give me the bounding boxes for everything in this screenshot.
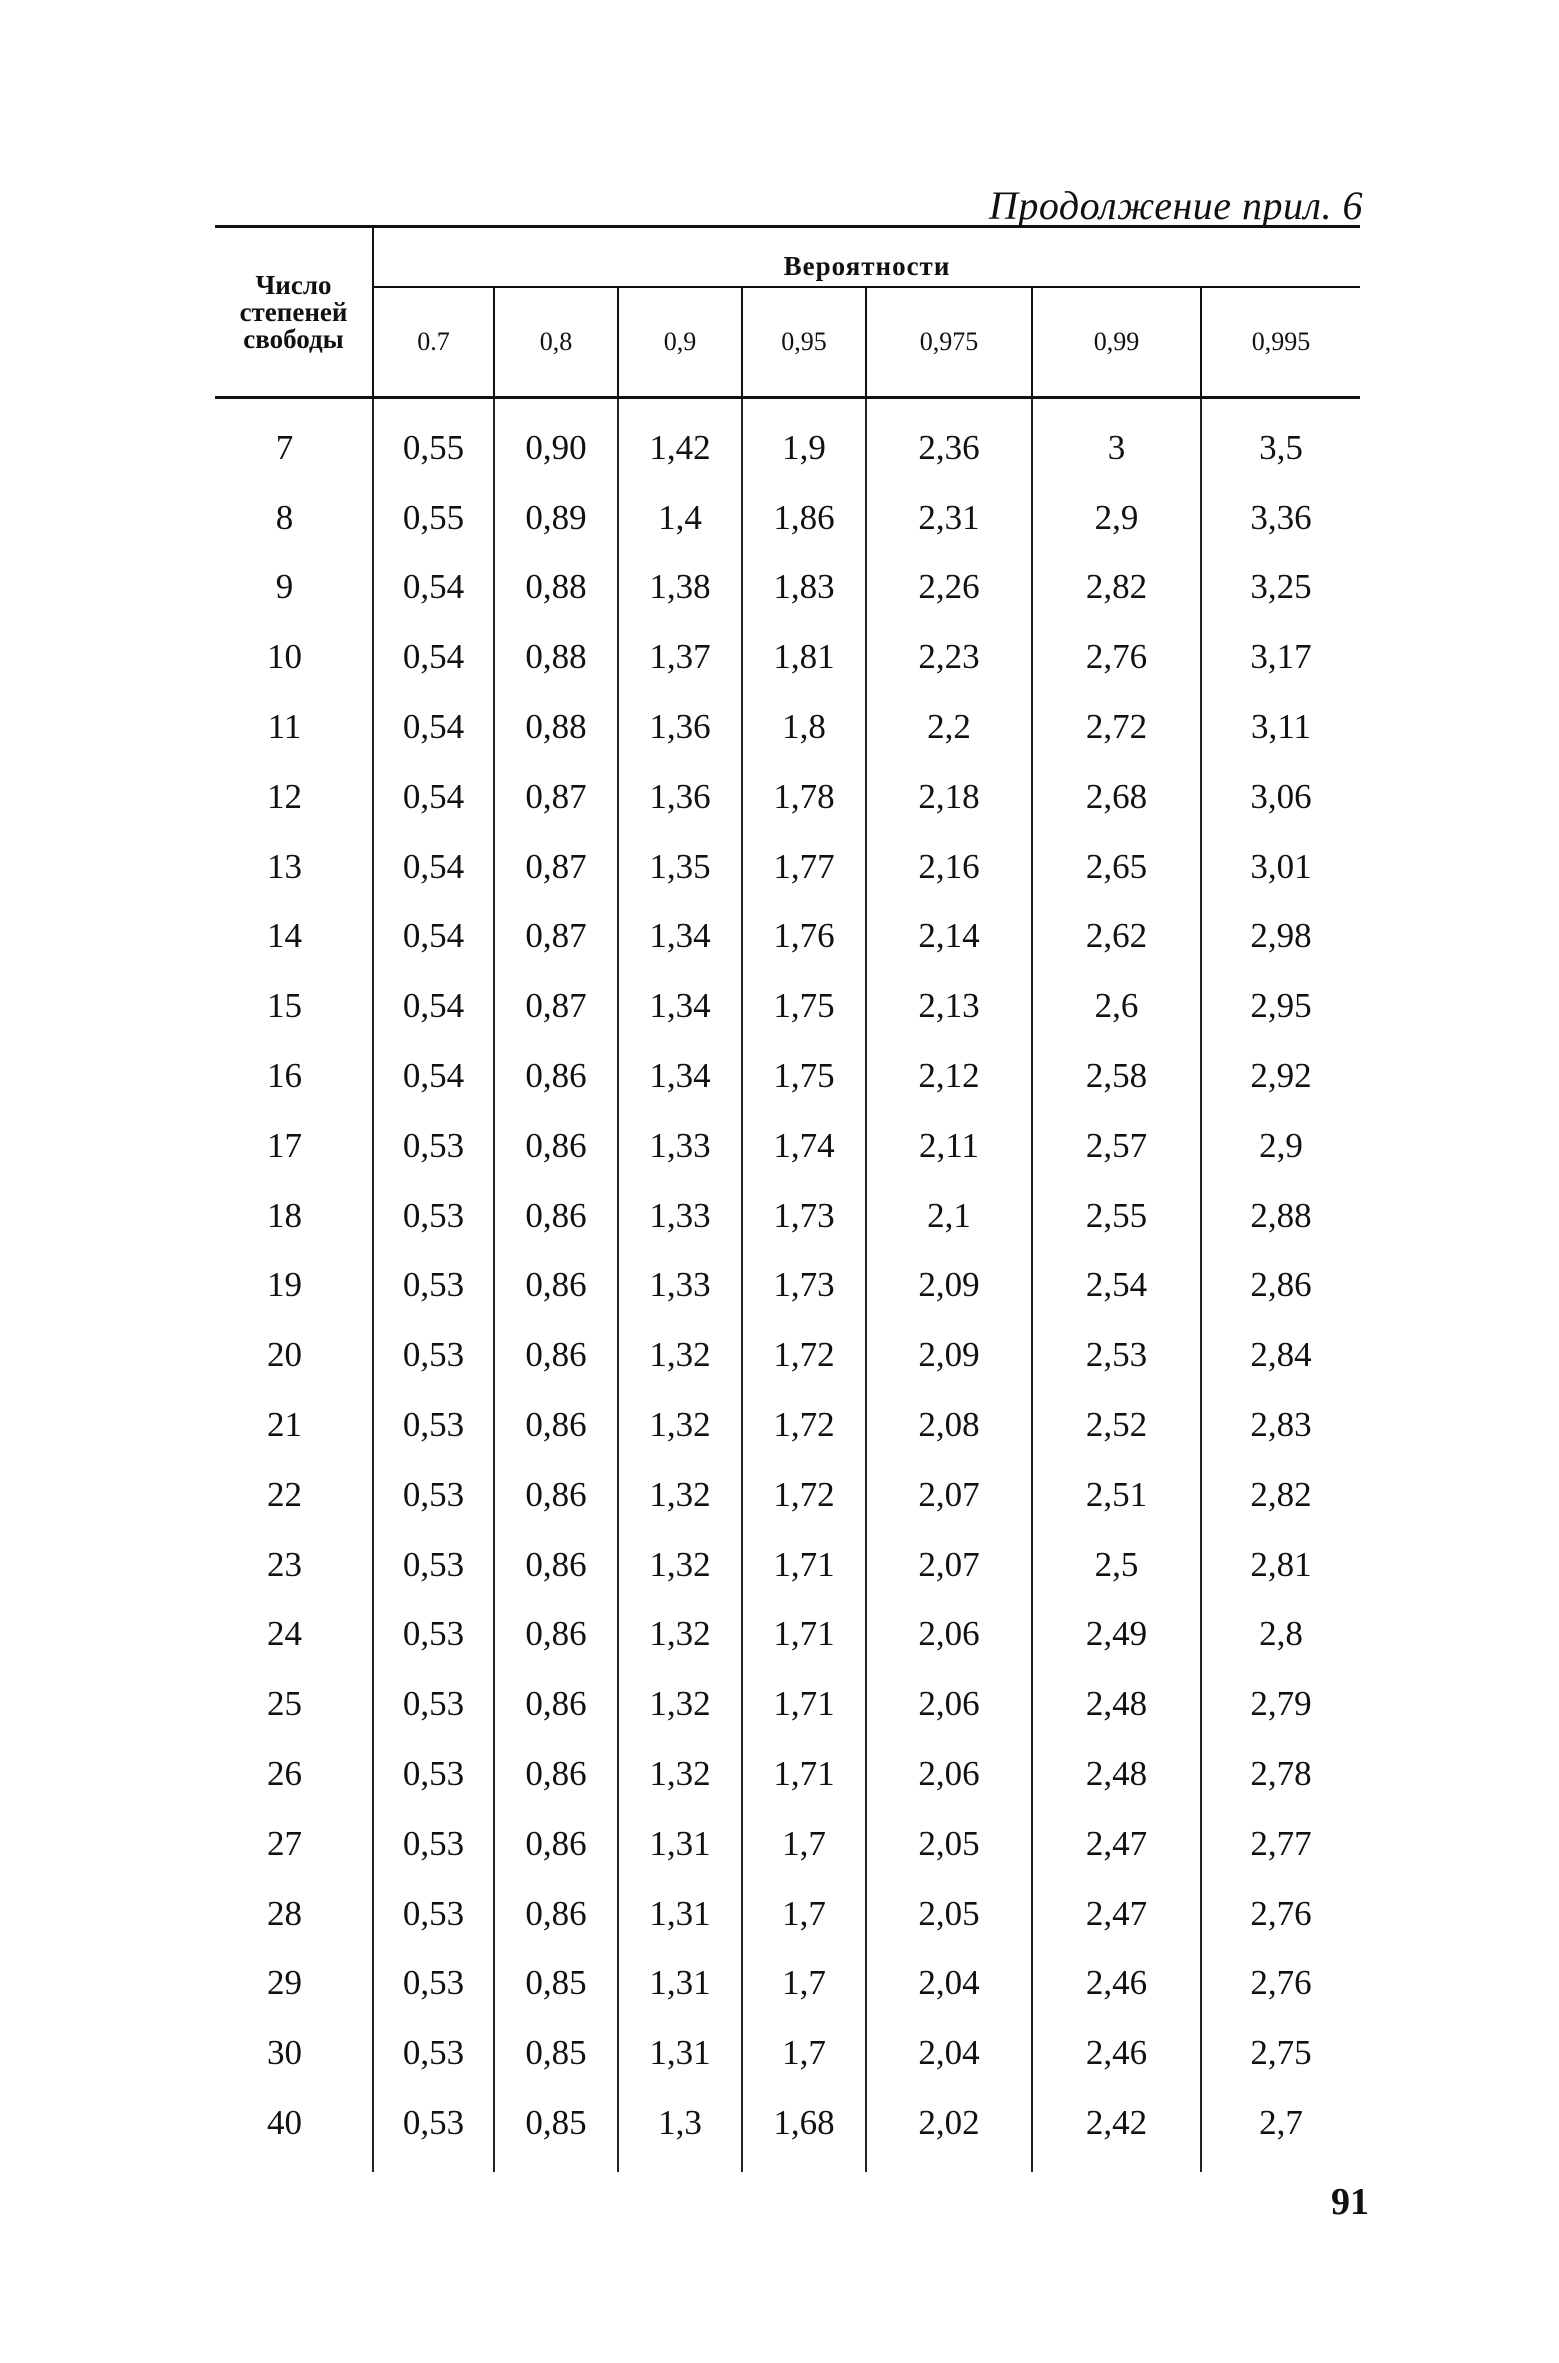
value-cell: 1,32 [618,1739,742,1809]
value-cell: 2,76 [1201,1949,1360,2019]
value-cell: 0,86 [494,1530,618,1600]
value-cell: 2,06 [866,1739,1032,1809]
value-cell: 0,54 [373,971,494,1041]
value-cell: 0,54 [373,902,494,972]
value-cell: 0,53 [373,2018,494,2088]
value-cell: 0,53 [373,1600,494,1670]
value-cell: 3,01 [1201,832,1360,902]
value-cell: 1,75 [742,1041,866,1111]
table-row [215,1181,1360,1251]
page-number: 91 [1331,2181,1369,2223]
value-cell: 0,53 [373,1809,494,1879]
df-cell: 27 [215,1809,373,1879]
table-row [215,1251,1360,1321]
table-caption: Продолжение прил. 6 [988,183,1363,228]
value-cell: 2,26 [866,553,1032,623]
value-cell: 1,73 [742,1251,866,1321]
df-cell: 23 [215,1530,373,1600]
probability-header-cell: 0,95 [742,287,866,398]
value-cell: 0,86 [494,1460,618,1530]
value-cell: 2,62 [1032,902,1201,972]
value-cell: 2,04 [866,1949,1032,2019]
value-cell: 2,48 [1032,1739,1201,1809]
value-cell: 2,57 [1032,1111,1201,1181]
value-cell: 1,32 [618,1600,742,1670]
value-cell: 1,71 [742,1739,866,1809]
table-row [215,2088,1360,2172]
table-row [215,1809,1360,1879]
value-cell: 1,34 [618,902,742,972]
value-cell: 1,34 [618,971,742,1041]
df-header: Число степеней свободы [215,227,373,398]
df-cell: 15 [215,971,373,1041]
value-cell: 2,14 [866,902,1032,972]
value-cell: 1,33 [618,1181,742,1251]
table-header [215,227,1360,398]
table-row [215,832,1360,902]
value-cell: 2,06 [866,1600,1032,1670]
df-cell: 21 [215,1390,373,1460]
value-cell: 1,75 [742,971,866,1041]
value-cell: 0,53 [373,1879,494,1949]
df-cell: 12 [215,762,373,832]
value-cell: 2,13 [866,971,1032,1041]
value-cell: 0,89 [494,483,618,553]
table-row [215,2018,1360,2088]
value-cell: 2,09 [866,1320,1032,1390]
table-row [215,1739,1360,1809]
value-cell: 1,72 [742,1460,866,1530]
value-cell: 2,55 [1032,1181,1201,1251]
table-body [215,398,1360,2172]
value-cell: 1,32 [618,1320,742,1390]
value-cell: 2,58 [1032,1041,1201,1111]
value-cell: 2,9 [1032,483,1201,553]
value-cell: 2,46 [1032,1949,1201,2019]
table-row [215,971,1360,1041]
value-cell: 2,79 [1201,1669,1360,1739]
value-cell: 1,7 [742,1809,866,1879]
table-row [215,1111,1360,1181]
value-cell: 0,54 [373,1041,494,1111]
value-cell: 2,65 [1032,832,1201,902]
value-cell: 1,31 [618,1879,742,1949]
value-cell: 0,85 [494,2088,618,2172]
value-cell: 2,47 [1032,1809,1201,1879]
value-cell: 0,86 [494,1739,618,1809]
value-cell: 1,37 [618,622,742,692]
df-cell: 28 [215,1879,373,1949]
value-cell: 0,86 [494,1600,618,1670]
value-cell: 2,5 [1032,1530,1201,1600]
value-cell: 2,05 [866,1879,1032,1949]
value-cell: 0,86 [494,1041,618,1111]
value-cell: 2,52 [1032,1390,1201,1460]
df-cell: 17 [215,1111,373,1181]
df-cell: 10 [215,622,373,692]
table-row [215,1879,1360,1949]
value-cell: 0,86 [494,1669,618,1739]
value-cell: 0,86 [494,1181,618,1251]
probability-header-cell: 0,99 [1032,287,1201,398]
value-cell: 2,54 [1032,1251,1201,1321]
value-cell: 0,53 [373,1320,494,1390]
df-cell: 13 [215,832,373,902]
value-cell: 2,48 [1032,1669,1201,1739]
value-cell: 1,71 [742,1530,866,1600]
value-cell: 2,84 [1201,1320,1360,1390]
value-cell: 0,87 [494,971,618,1041]
value-cell: 1,31 [618,2018,742,2088]
value-cell: 2,42 [1032,2088,1201,2172]
value-cell: 2,83 [1201,1390,1360,1460]
value-cell: 2,08 [866,1390,1032,1460]
value-cell: 2,1 [866,1181,1032,1251]
table-row [215,1320,1360,1390]
value-cell: 0,54 [373,622,494,692]
value-cell: 2,16 [866,832,1032,902]
value-cell: 3,5 [1201,398,1360,483]
value-cell: 1,72 [742,1390,866,1460]
value-cell: 2,88 [1201,1181,1360,1251]
value-cell: 1,74 [742,1111,866,1181]
value-cell: 2,68 [1032,762,1201,832]
value-cell: 0,88 [494,622,618,692]
df-cell: 30 [215,2018,373,2088]
table-row [215,1390,1360,1460]
value-cell: 2,31 [866,483,1032,553]
df-cell: 11 [215,692,373,762]
value-cell: 2,9 [1201,1111,1360,1181]
value-cell: 0,87 [494,762,618,832]
table-row [215,1949,1360,2019]
value-cell: 2,75 [1201,2018,1360,2088]
value-cell: 0,86 [494,1111,618,1181]
value-cell: 1,3 [618,2088,742,2172]
table-row [215,1041,1360,1111]
value-cell: 0,54 [373,832,494,902]
value-cell: 2,76 [1201,1879,1360,1949]
value-cell: 0,53 [373,1111,494,1181]
value-cell: 2,12 [866,1041,1032,1111]
probability-group-header: Вероятности [373,227,1360,288]
value-cell: 2,7 [1201,2088,1360,2172]
value-cell: 0,88 [494,553,618,623]
value-cell: 0,53 [373,1251,494,1321]
value-cell: 2,82 [1032,553,1201,623]
value-cell: 0,85 [494,1949,618,2019]
value-cell: 2,47 [1032,1879,1201,1949]
value-cell: 2,46 [1032,2018,1201,2088]
value-cell: 3,25 [1201,553,1360,623]
value-cell: 1,35 [618,832,742,902]
value-cell: 2,78 [1201,1739,1360,1809]
distribution-table [215,225,1360,2172]
value-cell: 0,55 [373,398,494,483]
value-cell: 0,53 [373,1390,494,1460]
value-cell: 2,05 [866,1809,1032,1879]
value-cell: 3,17 [1201,622,1360,692]
df-cell: 19 [215,1251,373,1321]
value-cell: 2,07 [866,1530,1032,1600]
value-cell: 2,09 [866,1251,1032,1321]
value-cell: 1,42 [618,398,742,483]
value-cell: 1,68 [742,2088,866,2172]
value-cell: 0,54 [373,762,494,832]
table-row [215,398,1360,483]
value-cell: 0,53 [373,1739,494,1809]
value-cell: 2,76 [1032,622,1201,692]
value-cell: 2,86 [1201,1251,1360,1321]
value-cell: 2,95 [1201,971,1360,1041]
table-row [215,483,1360,553]
probability-header-cell: 0,995 [1201,287,1360,398]
value-cell: 2,11 [866,1111,1032,1181]
value-cell: 1,73 [742,1181,866,1251]
value-cell: 2,92 [1201,1041,1360,1111]
value-cell: 1,38 [618,553,742,623]
table-row [215,1669,1360,1739]
value-cell: 0,53 [373,1949,494,2019]
value-cell: 0,54 [373,692,494,762]
value-cell: 2,23 [866,622,1032,692]
value-cell: 3,11 [1201,692,1360,762]
value-cell: 0,54 [373,553,494,623]
value-cell: 1,32 [618,1669,742,1739]
df-cell: 29 [215,1949,373,2019]
value-cell: 0,53 [373,2088,494,2172]
table-row [215,902,1360,972]
value-cell: 1,34 [618,1041,742,1111]
value-cell: 2,49 [1032,1600,1201,1670]
value-cell: 1,8 [742,692,866,762]
df-cell: 7 [215,398,373,483]
value-cell: 0,90 [494,398,618,483]
value-cell: 0,87 [494,902,618,972]
df-cell: 24 [215,1600,373,1670]
df-cell: 25 [215,1669,373,1739]
value-cell: 2,02 [866,2088,1032,2172]
value-cell: 2,04 [866,2018,1032,2088]
df-cell: 18 [215,1181,373,1251]
table-row [215,553,1360,623]
value-cell: 0,53 [373,1181,494,1251]
probability-header-cell: 0,975 [866,287,1032,398]
value-cell: 2,36 [866,398,1032,483]
table-row [215,1530,1360,1600]
value-cell: 1,86 [742,483,866,553]
value-cell: 0,86 [494,1879,618,1949]
value-cell: 1,71 [742,1669,866,1739]
value-cell: 1,33 [618,1251,742,1321]
value-cell: 3,06 [1201,762,1360,832]
value-cell: 2,81 [1201,1530,1360,1600]
value-cell: 1,7 [742,1949,866,2019]
value-cell: 0,53 [373,1530,494,1600]
value-cell: 2,53 [1032,1320,1201,1390]
value-cell: 2,06 [866,1669,1032,1739]
df-cell: 40 [215,2088,373,2172]
value-cell: 1,71 [742,1600,866,1670]
df-cell: 14 [215,902,373,972]
value-cell: 1,81 [742,622,866,692]
value-cell: 0,86 [494,1809,618,1879]
value-cell: 1,31 [618,1949,742,2019]
value-cell: 2,98 [1201,902,1360,972]
value-cell: 0,87 [494,832,618,902]
value-cell: 1,32 [618,1390,742,1460]
value-cell: 3,36 [1201,483,1360,553]
value-cell: 1,78 [742,762,866,832]
value-cell: 2,6 [1032,971,1201,1041]
value-cell: 0,53 [373,1460,494,1530]
table-row [215,1600,1360,1670]
probability-header-row [215,287,1360,398]
value-cell: 1,77 [742,832,866,902]
value-cell: 2,2 [866,692,1032,762]
df-cell: 26 [215,1739,373,1809]
probability-header-cell: 0,9 [618,287,742,398]
value-cell: 1,33 [618,1111,742,1181]
probability-header-cell: 0.7 [373,287,494,398]
value-cell: 1,7 [742,1879,866,1949]
value-cell: 0,53 [373,1669,494,1739]
value-cell: 1,36 [618,762,742,832]
value-cell: 0,86 [494,1251,618,1321]
probability-header-cell: 0,8 [494,287,618,398]
df-cell: 22 [215,1460,373,1530]
table-row [215,1460,1360,1530]
value-cell: 1,7 [742,2018,866,2088]
value-cell: 2,82 [1201,1460,1360,1530]
value-cell: 1,32 [618,1530,742,1600]
value-cell: 1,83 [742,553,866,623]
value-cell: 0,85 [494,2018,618,2088]
value-cell: 2,18 [866,762,1032,832]
df-cell: 20 [215,1320,373,1390]
value-cell: 2,8 [1201,1600,1360,1670]
df-cell: 8 [215,483,373,553]
value-cell: 1,72 [742,1320,866,1390]
value-cell: 1,36 [618,692,742,762]
df-cell: 16 [215,1041,373,1111]
value-cell: 0,86 [494,1390,618,1460]
value-cell: 2,77 [1201,1809,1360,1879]
table-row [215,762,1360,832]
value-cell: 3 [1032,398,1201,483]
value-cell: 2,72 [1032,692,1201,762]
value-cell: 1,76 [742,902,866,972]
value-cell: 0,55 [373,483,494,553]
table-row [215,622,1360,692]
value-cell: 0,88 [494,692,618,762]
value-cell: 1,4 [618,483,742,553]
value-cell: 2,51 [1032,1460,1201,1530]
value-cell: 0,86 [494,1320,618,1390]
value-cell: 1,32 [618,1460,742,1530]
df-cell: 9 [215,553,373,623]
value-cell: 2,07 [866,1460,1032,1530]
value-cell: 1,9 [742,398,866,483]
table-row [215,692,1360,762]
value-cell: 1,31 [618,1809,742,1879]
